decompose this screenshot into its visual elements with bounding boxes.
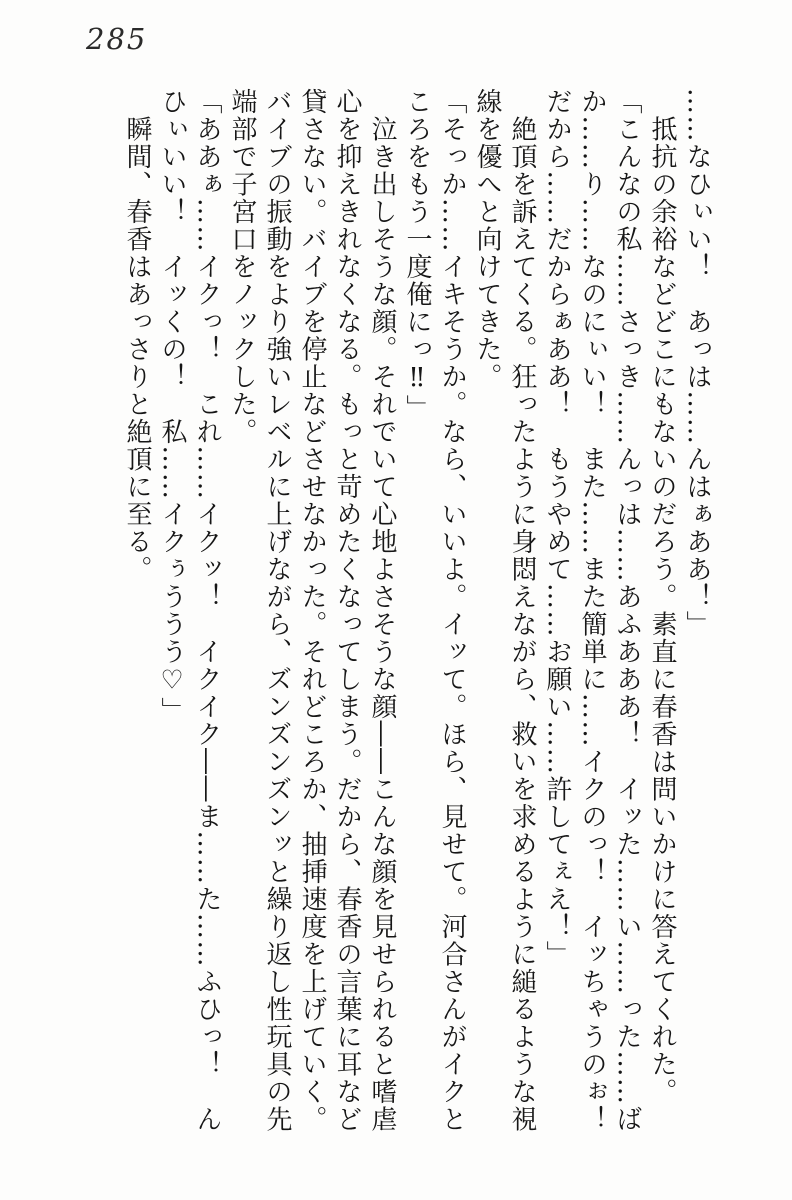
text-line: ころをもう一度俺にっ‼」 <box>402 88 432 422</box>
text-line: 心を抑えきれなくなる。もっと苛めたくなってしまう。だから、春香の言葉に耳など <box>332 88 362 1133</box>
text-line: 瞬間、春香はあっさりと絶頂に至る。 <box>122 88 152 583</box>
text-line: 泣き出しそうな顔。それでいて心地よさそうな顔――こんな顔を見せられると嗜虐 <box>367 88 397 1133</box>
text-line: 「ああぁ……イクっ！ これ……イクッ！ イクイク――ま……た……ふひっ！ ん <box>192 88 222 1133</box>
text-line: だから……だからぁああ！ もうやめて……お願い……許してぇえ！」 <box>542 88 572 968</box>
text-line: 「そっか……イキそうか。なら、いいよ。イッて。ほら、見せて。河合さんがイクと <box>437 88 467 1133</box>
text-line: 線を優へと向けてきた。 <box>472 88 502 391</box>
text-line: か……り……なのにぃい！ また……また簡単に……イクのっ！ イッちゃうのぉ！ <box>577 88 607 1133</box>
text-line: ひぃいい！ イッくの！ 私……イクぅううう♡」 <box>157 88 187 725</box>
text-line: 端部で子宮口をノックした。 <box>227 88 257 446</box>
text-line: バイブの振動をより強いレベルに上げながら、ズンズンズンッと繰り返し性玩具の先 <box>262 88 292 1133</box>
body-text <box>119 88 714 1138</box>
text-line: 貸さない。バイブを停止などさせなかった。それどころか、抽挿速度を上げていく。 <box>297 88 327 1133</box>
text-line: 絶頂を訴えてくる。狂ったように身悶えながら、救いを求めるように縋るような視 <box>507 88 537 1133</box>
text-line: 抵抗の余裕などどこにもないのだろう。素直に春香は問いかけに答えてくれた。 <box>647 88 677 1106</box>
page-number: 285 <box>86 22 148 56</box>
text-line: ……なひぃい！ あっは……んはぁああ！」 <box>682 88 712 638</box>
text-line: 「こんなの私……さっき……んっは……あふあああ！ イッた……い……った……ば <box>612 88 642 1133</box>
